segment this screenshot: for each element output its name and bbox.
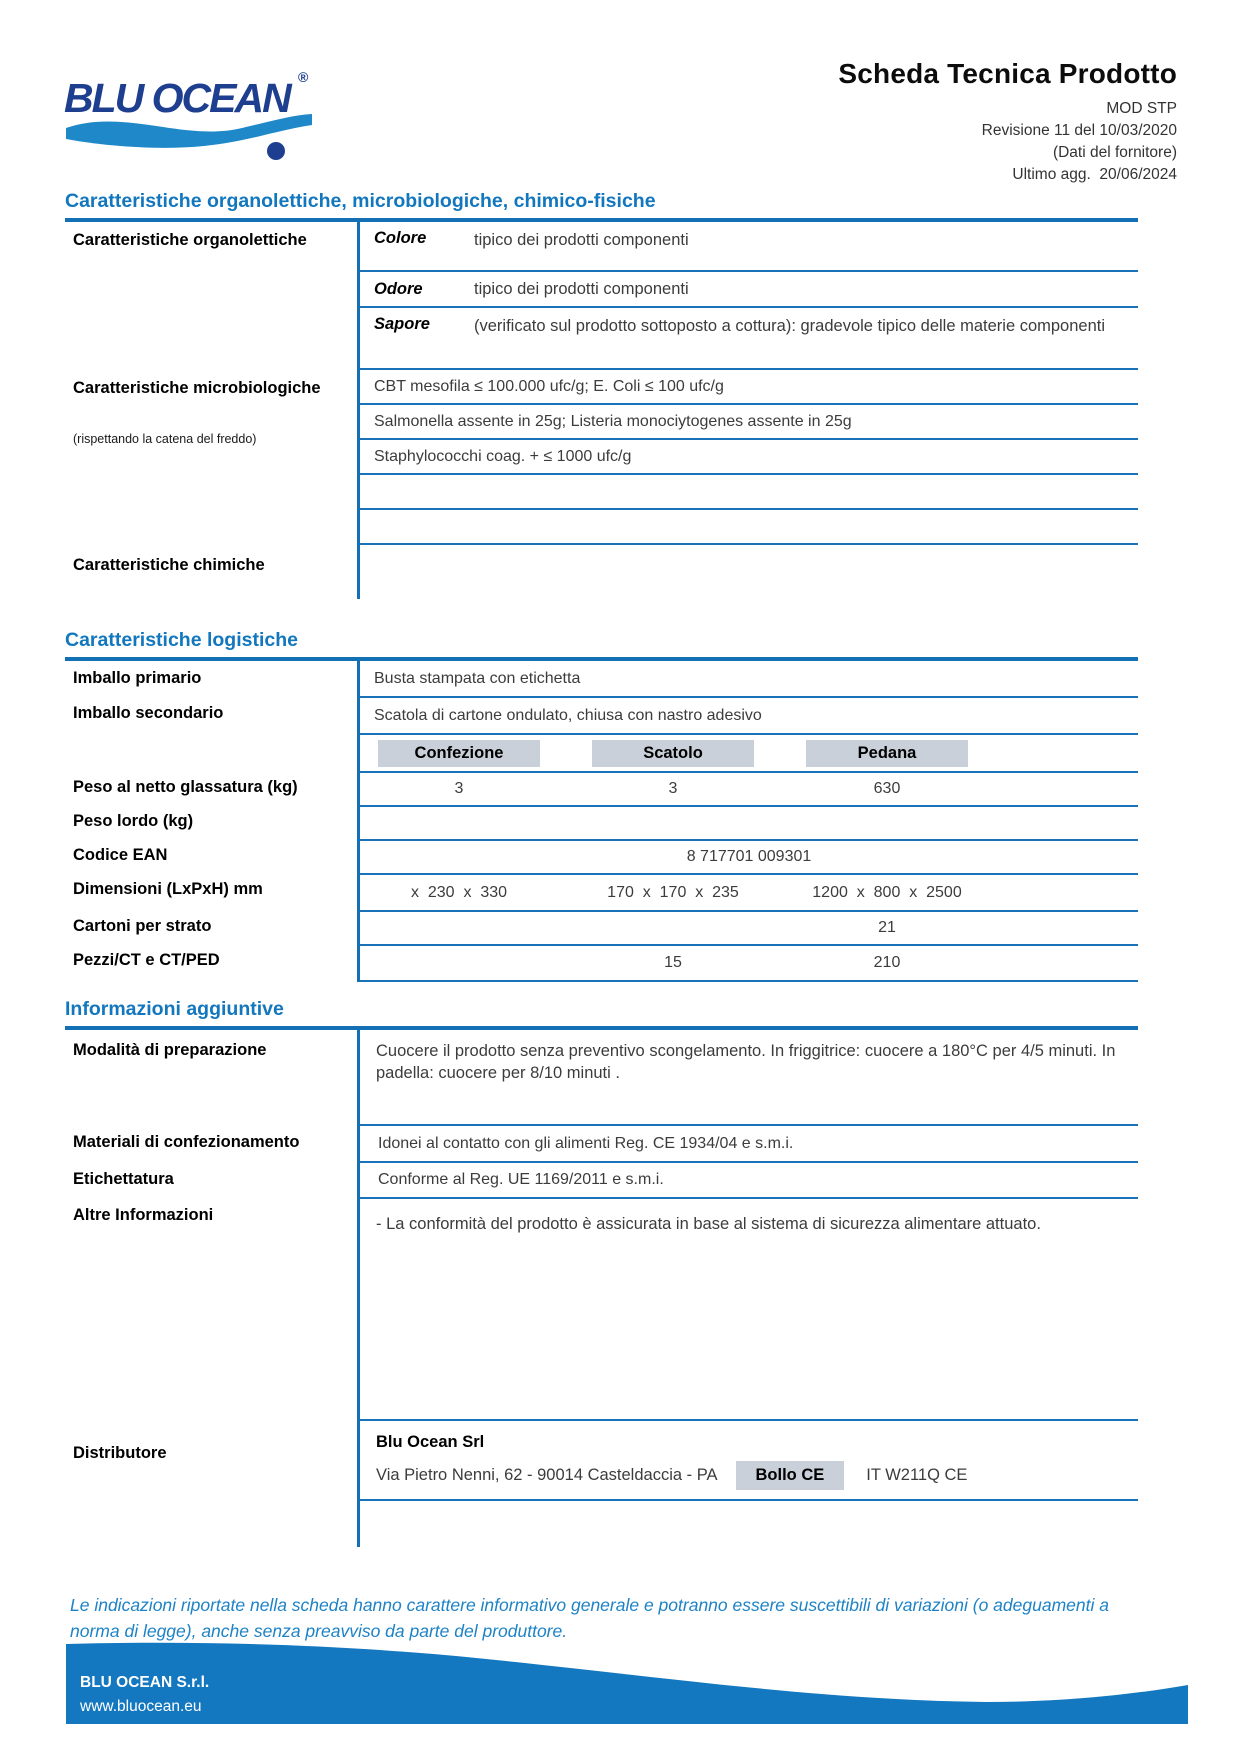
doc-last-update: Ultimo agg. 20/06/2024 bbox=[1012, 166, 1177, 183]
logistics-table-right bbox=[357, 661, 1138, 982]
registered-mark: ® bbox=[298, 69, 309, 85]
table-row bbox=[360, 841, 1138, 875]
distributor-address: Via Pietro Nenni, 62 - 90014 Casteldaccia - PA bbox=[376, 1466, 718, 1484]
dimensioni-scatolo: 170 x 170 x 235 bbox=[607, 883, 739, 901]
organoleptic-table bbox=[65, 222, 1138, 599]
table-row bbox=[360, 1199, 1138, 1421]
pezzi-scatolo: 15 bbox=[664, 954, 682, 971]
peso-netto-pedana: 630 bbox=[873, 780, 901, 797]
table-row bbox=[360, 946, 1138, 982]
distributor-row bbox=[360, 1421, 1138, 1501]
table-row bbox=[360, 272, 1138, 308]
label-modalita: Modalità di preparazione bbox=[73, 1041, 267, 1059]
row-value: (verificato sul prodotto sottoposto a cottura): gradevole tipico delle materie componenti bbox=[474, 317, 1106, 335]
label-peso-netto: Peso al netto glassatura (kg) bbox=[73, 778, 298, 796]
peso-netto-scatolo: 3 bbox=[668, 780, 678, 797]
logo-dot-icon bbox=[267, 142, 285, 160]
row-value: CBT mesofila ≤ 100.000 ufc/g; E. Coli ≤ 100 ufc/g bbox=[374, 377, 724, 395]
column-header-pedana: Pedana bbox=[806, 740, 968, 767]
row-label: Sapore bbox=[374, 315, 430, 333]
peso-netto-confezione: 3 bbox=[454, 780, 464, 797]
table-row bbox=[360, 1163, 1138, 1199]
section-heading-organoleptic: Caratteristiche organolettiche, microbiologiche, chimico-fisiche bbox=[65, 190, 656, 212]
label-imballo-secondario: Imballo secondario bbox=[73, 704, 224, 722]
doc-mod: MOD STP bbox=[1106, 100, 1177, 117]
doc-revision: Revisione 11 del 10/03/2020 bbox=[981, 122, 1177, 139]
label-imballo-primario: Imballo primario bbox=[73, 669, 202, 687]
group-label-micro: Caratteristiche microbiologiche bbox=[73, 379, 321, 397]
label-altre-informazioni: Altre Informazioni bbox=[73, 1206, 214, 1224]
additional-table-right bbox=[357, 1030, 1138, 1547]
label-distributore: Distributore bbox=[73, 1444, 167, 1462]
table-row bbox=[360, 440, 1138, 475]
row-label: Odore bbox=[374, 279, 423, 298]
row-label: Colore bbox=[374, 229, 427, 247]
additional-table-left bbox=[65, 1030, 357, 1547]
table-row bbox=[360, 807, 1138, 841]
label-pezzi: Pezzi/CT e CT/PED bbox=[73, 951, 220, 969]
logistics-table bbox=[65, 661, 1138, 982]
blu-ocean-logo bbox=[64, 52, 324, 162]
logistics-table-left bbox=[65, 661, 357, 982]
bollo-ce-badge: Bollo CE bbox=[736, 1461, 845, 1490]
label-codice-ean: Codice EAN bbox=[73, 846, 168, 864]
modalita-value: Cuocere il prodotto senza preventivo scongelamento. In friggitrice: cuocere a 180°C per 4/5 minuti. In padella: cuocere per 8/10 minuti . bbox=[376, 1042, 1116, 1083]
page-title: Scheda Tecnica Prodotto bbox=[838, 58, 1177, 89]
etichettatura-value: Conforme al Reg. UE 1169/2011 e s.m.i. bbox=[378, 1171, 664, 1188]
footer-company: BLU OCEAN S.r.l. bbox=[80, 1674, 210, 1691]
additional-table bbox=[65, 1030, 1138, 1547]
table-header-row bbox=[360, 735, 1138, 773]
table-row bbox=[360, 661, 1138, 698]
table-row bbox=[360, 875, 1138, 912]
table-row bbox=[360, 1126, 1138, 1163]
row-value: tipico dei prodotti componenti bbox=[474, 279, 689, 298]
table-row bbox=[360, 1501, 1138, 1547]
header-meta-block bbox=[838, 58, 1177, 186]
group-label-chemical: Caratteristiche chimiche bbox=[73, 556, 265, 574]
distributor-name: Blu Ocean Srl bbox=[376, 1433, 485, 1451]
label-peso-lordo: Peso lordo (kg) bbox=[73, 812, 194, 830]
table-row bbox=[360, 222, 1138, 272]
group-note-micro: (rispettando la catena del freddo) bbox=[73, 432, 257, 446]
dimensioni-pedana: 1200 x 800 x 2500 bbox=[812, 883, 962, 901]
cartoni-pedana: 21 bbox=[878, 919, 896, 936]
footer-website: www.bluocean.eu bbox=[80, 1698, 202, 1715]
table-row bbox=[360, 912, 1138, 946]
table-row bbox=[360, 510, 1138, 545]
organoleptic-table-left bbox=[65, 222, 357, 599]
disclaimer-text: Le indicazioni riportate nella scheda hanno carattere informativo generale e potranno essere suscettibili di variazioni (o adeguamenti a norma di legge), anche senza preavviso da parte del produttore. bbox=[70, 1595, 1109, 1642]
logo-graphic-icon bbox=[64, 52, 324, 162]
materiali-value: Idonei al contatto con gli alimenti Reg. CE 1934/04 e s.m.i. bbox=[378, 1134, 794, 1152]
footer-wave-icon bbox=[66, 1640, 1188, 1724]
column-header-scatolo: Scatolo bbox=[592, 740, 754, 767]
dimensioni-confezione: x 230 x 330 bbox=[410, 883, 508, 901]
label-materiali: Materiali di confezionamento bbox=[73, 1133, 300, 1151]
table-row bbox=[360, 1030, 1138, 1126]
table-row bbox=[360, 308, 1138, 370]
column-header-confezione: Confezione bbox=[378, 740, 540, 767]
row-value: tipico dei prodotti componenti bbox=[474, 231, 689, 249]
codice-ean-value: 8 717701 009301 bbox=[686, 848, 812, 865]
table-row bbox=[360, 370, 1138, 405]
label-dimensioni: Dimensioni (LxPxH) mm bbox=[73, 880, 263, 898]
table-row bbox=[360, 475, 1138, 510]
row-value: Staphylococchi coag. + ≤ 1000 ufc/g bbox=[374, 447, 632, 465]
group-label-organoleptic: Caratteristiche organolettiche bbox=[73, 231, 307, 249]
row-value: Salmonella assente in 25g; Listeria monociytogenes assente in 25g bbox=[374, 412, 852, 430]
doc-supplier-note: (Dati del fornitore) bbox=[1052, 144, 1177, 161]
table-row bbox=[360, 405, 1138, 440]
table-row bbox=[360, 773, 1138, 807]
document-body bbox=[65, 190, 1138, 1547]
row-value: Scatola di cartone ondulato, chiusa con nastro adesivo bbox=[374, 706, 762, 724]
bollo-ce-code: IT W211Q CE bbox=[866, 1466, 968, 1484]
label-etichettatura: Etichettatura bbox=[73, 1170, 174, 1188]
label-cartoni: Cartoni per strato bbox=[73, 917, 212, 935]
altre-informazioni-value: - La conformità del prodotto è assicurata in base al sistema di sicurezza alimentare attuato. bbox=[376, 1215, 1041, 1233]
table-row bbox=[360, 545, 1138, 599]
section-heading-logistics: Caratteristiche logistiche bbox=[65, 629, 298, 651]
row-value: Busta stampata con etichetta bbox=[374, 669, 581, 687]
footer-band bbox=[66, 1640, 1188, 1724]
table-row bbox=[360, 698, 1138, 735]
pezzi-pedana: 210 bbox=[873, 954, 901, 971]
logo-brand-text: BLU OCEAN bbox=[64, 75, 290, 121]
organoleptic-table-right bbox=[357, 222, 1138, 599]
section-heading-additional: Informazioni aggiuntive bbox=[65, 998, 284, 1020]
